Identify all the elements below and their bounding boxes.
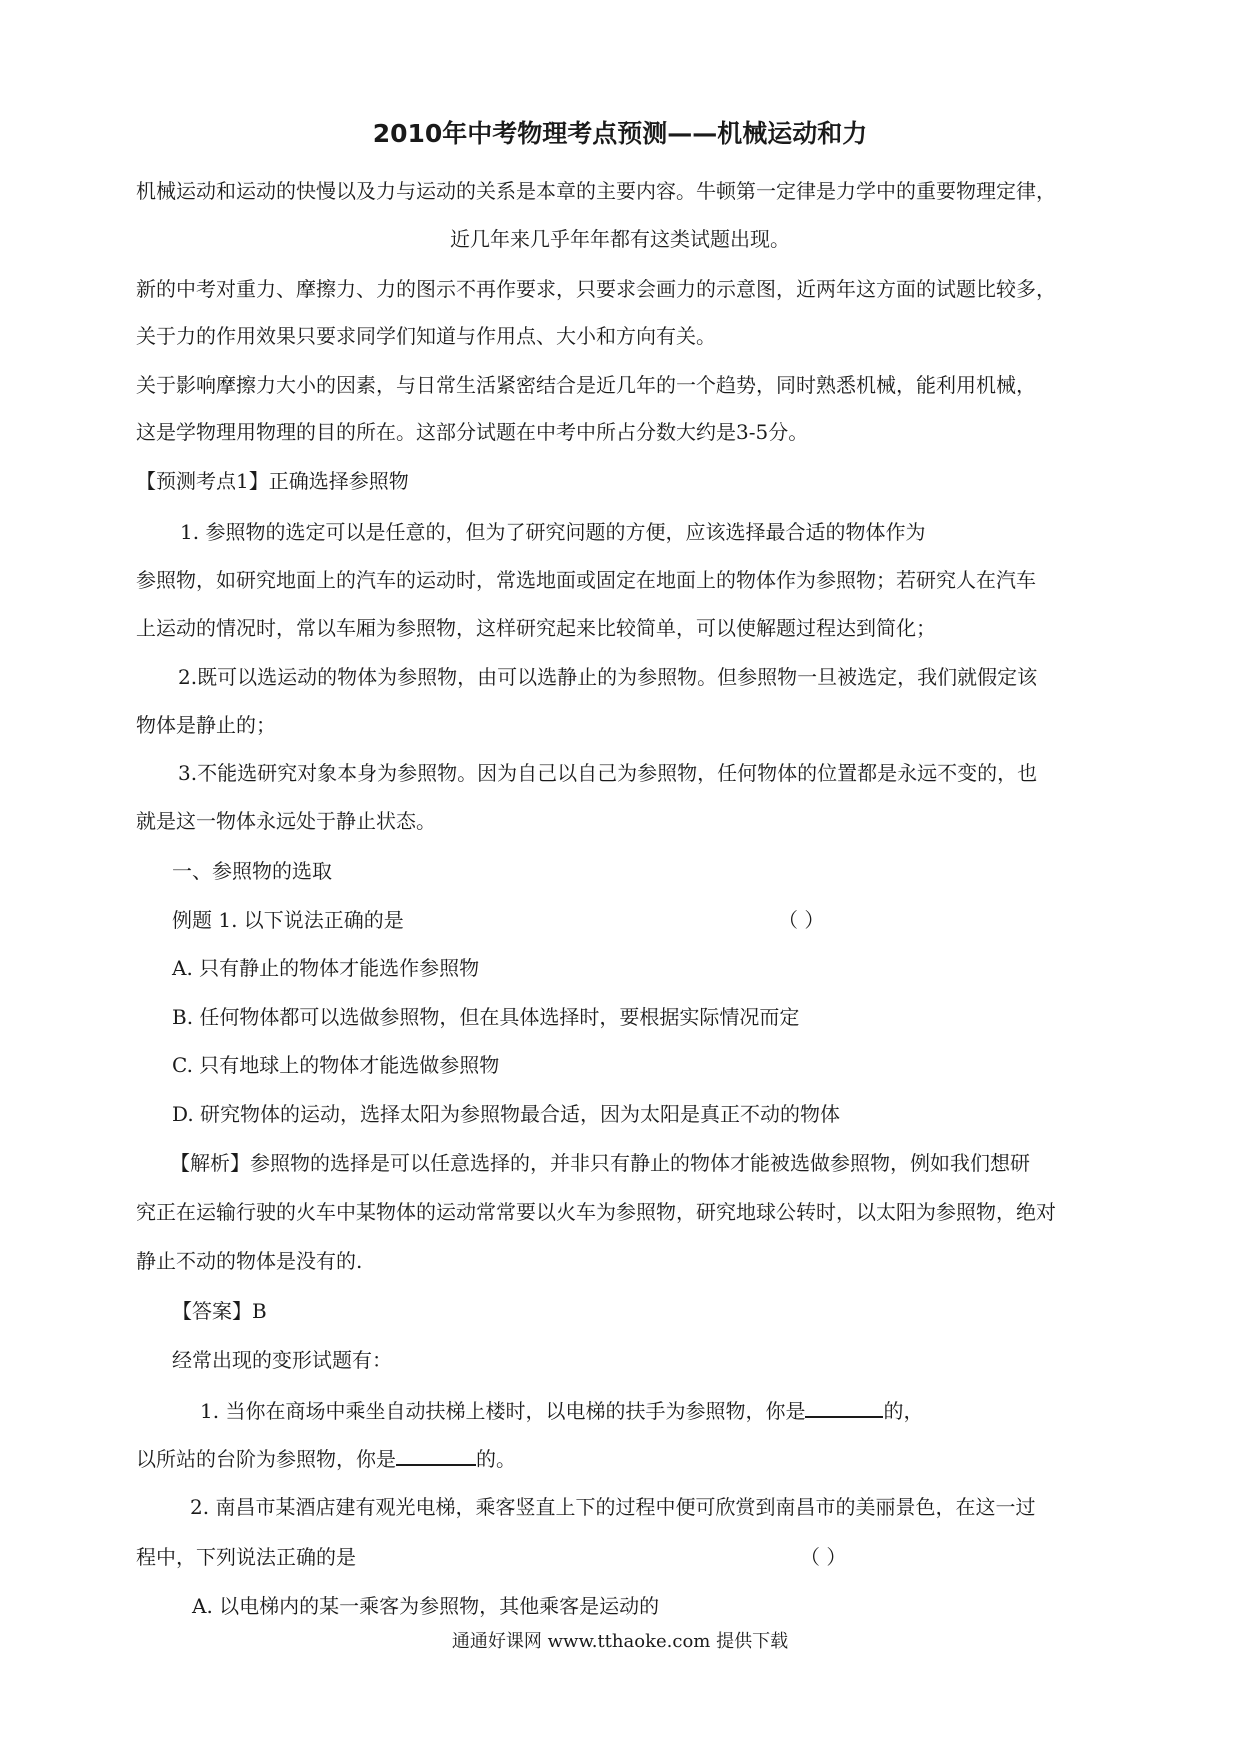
variant1-blank1 xyxy=(805,1396,883,1418)
intro-p1-line1: 机械运动和运动的快慢以及力与运动的关系是本章的主要内容。牛顿第一定律是力学中的重要物理定律， xyxy=(136,179,1056,203)
variant1-line2 xyxy=(136,1444,516,1472)
intro-p2-line2: 关于力的作用效果只要求同学们知道与作用点、大小和方向有关。 xyxy=(136,324,716,348)
example1-answer-paren: （ ） xyxy=(778,908,825,932)
variants-heading: 经常出现的变形试题有： xyxy=(172,1348,392,1372)
example1-option-d: D. 研究物体的运动，选择太阳为参照物最合适，因为太阳是真正不动的物体 xyxy=(172,1102,841,1126)
example1-option-c: C. 只有地球上的物体才能选做参照物 xyxy=(172,1053,500,1077)
variant2-line2: 程中，下列说法正确的是 xyxy=(136,1545,356,1569)
analysis-line2: 究正在运输行驶的火车中某物体的运动常常要以火车为参照物，研究地球公转时，以太阳为参照物，绝对 xyxy=(136,1200,1056,1224)
variant2-line1: 2. 南昌市某酒店建有观光电梯，乘客竖直上下的过程中便可欣赏到南昌市的美丽景色，在这一过 xyxy=(190,1495,1036,1519)
point1-line3: 上运动的情况时，常以车厢为参照物，这样研究起来比较简单，可以使解题过程达到简化； xyxy=(136,616,936,640)
subsection-heading: 一、参照物的选取 xyxy=(172,859,332,883)
example1-option-b: B. 任何物体都可以选做参照物，但在具体选择时，要根据实际情况而定 xyxy=(172,1005,800,1029)
intro-p1-line2: 近几年来几乎年年都有这类试题出现。 xyxy=(450,227,790,251)
intro-p3-line2: 这是学物理用物理的目的所在。这部分试题在中考中所占分数大约是3-5分。 xyxy=(136,420,809,444)
variant2-option-a: A. 以电梯内的某一乘客为参照物，其他乘客是运动的 xyxy=(192,1594,660,1618)
variant2-answer-paren: （ ） xyxy=(800,1545,847,1569)
intro-p3-line1: 关于影响摩擦力大小的因素，与日常生活紧密结合是近几年的一个趋势，同时熟悉机械，能利用机械， xyxy=(136,373,1036,397)
analysis-line1: 【解析】参照物的选择是可以任意选择的，并非只有静止的物体才能被选做参照物，例如我们想研 xyxy=(170,1151,1030,1175)
answer-label: 【答案】B xyxy=(172,1299,267,1323)
section1-heading: 【预测考点1】正确选择参照物 xyxy=(136,469,409,493)
variant1-line1-prefix: 1. 当你在商场中乘坐自动扶梯上楼时，以电梯的扶手为参照物，你是 xyxy=(200,1399,806,1423)
point1-line1: 1. 参照物的选定可以是任意的，但为了研究问题的方便，应该选择最合适的物体作为 xyxy=(180,520,926,544)
variant1-line1-suffix: 的， xyxy=(883,1399,924,1423)
intro-p2-line1: 新的中考对重力、摩擦力、力的图示不再作要求，只要求会画力的示意图，近两年这方面的试题比较多， xyxy=(136,277,1056,301)
point3-line2: 就是这一物体永远处于静止状态。 xyxy=(136,809,436,833)
example1-question: 例题 1. 以下说法正确的是 xyxy=(172,908,404,932)
page-footer: 通通好课网 www.tthaoke.com 提供下载 xyxy=(451,1631,789,1652)
analysis-line3: 静止不动的物体是没有的. xyxy=(136,1249,363,1273)
variant1-line1 xyxy=(200,1396,923,1424)
variant1-line2-prefix: 以所站的台阶为参照物，你是 xyxy=(136,1447,396,1471)
variant1-line2-suffix: 的。 xyxy=(476,1447,516,1471)
document-title: 2010年中考物理考点预测——机械运动和力 xyxy=(372,119,868,148)
example1-option-a: A. 只有静止的物体才能选作参照物 xyxy=(172,956,480,980)
point3-line1: 3.不能选研究对象本身为参照物。因为自己以自己为参照物，任何物体的位置都是永远不变的，也 xyxy=(178,761,1038,785)
point2-line2: 物体是静止的； xyxy=(136,713,276,737)
variant1-blank2 xyxy=(396,1444,476,1466)
point1-line2: 参照物，如研究地面上的汽车的运动时，常选地面或固定在地面上的物体作为参照物；若研究人在汽车 xyxy=(136,568,1036,592)
point2-line1: 2.既可以选运动的物体为参照物，由可以选静止的为参照物。但参照物一旦被选定，我们就假定该 xyxy=(178,665,1038,689)
